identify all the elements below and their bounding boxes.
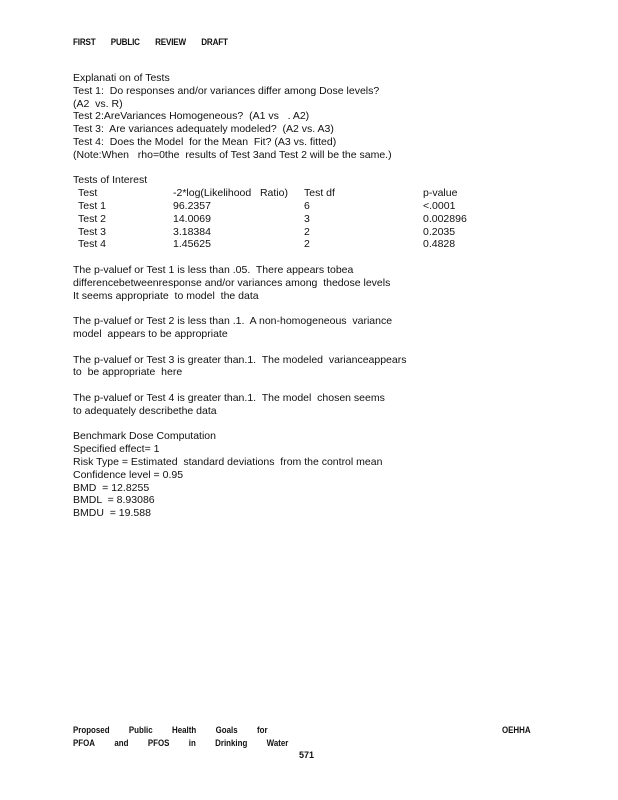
footer-word: PFOA [73, 737, 96, 748]
table-cell: 6 [304, 199, 310, 212]
footer-word: Proposed [73, 725, 110, 735]
table-cell: Test 1 [78, 199, 107, 212]
footer-word: for [256, 725, 268, 735]
tests-of-interest-section [73, 174, 543, 251]
interpretation-paragraph [73, 264, 543, 302]
table-cell: 0.2035 [423, 225, 456, 238]
explanation-line: Test 1: Do responses and/or variances differ among Dose levels? [73, 84, 380, 97]
header-word: DRAFT [201, 37, 228, 48]
table-cell: 3.18384 [173, 225, 211, 238]
table-header-row [73, 187, 543, 200]
table-row [73, 200, 543, 213]
header-word: FIRST [73, 37, 96, 48]
footer-word: in [188, 737, 196, 748]
footer-line-1 [73, 724, 478, 737]
paragraph-line: It seems appropriate to model the data [73, 289, 259, 302]
column-header: Test df [304, 187, 335, 200]
column-header: Test [78, 187, 98, 200]
table-cell: 3 [304, 212, 310, 225]
tests-title: Tests of Interest [73, 174, 148, 187]
explanation-title: Explanati on of Tests [73, 72, 170, 84]
draft-header [73, 37, 243, 48]
paragraph-line: to adequately describethe data [73, 404, 217, 417]
paragraph-line: The p-valuef or Test 1 is less than .05. There appears tobea [73, 263, 354, 276]
footer-org: OEHHA [501, 725, 531, 735]
explanation-line: Test 3: Are variances adequately modeled? (A2 vs. A3) [73, 123, 334, 136]
explanation-line: (A2 vs. R) [73, 97, 123, 110]
page-number: 571 [299, 750, 315, 760]
header-word: REVIEW [155, 37, 186, 48]
footer-word: Goals [215, 725, 238, 735]
benchmark-line: Specified effect= 1 [73, 443, 160, 456]
paragraph-line: differencebetweenresponse and/or variances among thedose levels [73, 276, 391, 289]
table-row [73, 226, 543, 239]
table-cell: 0.002896 [423, 212, 467, 225]
table-cell: 2 [304, 238, 310, 251]
interpretation-paragraph [73, 315, 543, 341]
page-footer [73, 724, 531, 749]
footer-line-2 [73, 737, 478, 750]
interpretation-paragraph [73, 392, 543, 418]
paragraph-line: The p-valuef or Test 2 is less than .1. A non-homogeneous variance [73, 315, 393, 328]
paragraph-line: to be appropriate here [73, 366, 183, 379]
table-cell: 1.45625 [173, 238, 211, 251]
paragraph-line: model appears to be appropriate [73, 327, 228, 340]
table-row [73, 213, 543, 226]
paragraph-line: The p-valuef or Test 3 is greater than.1. The modeled varianceappears [73, 353, 407, 366]
table-cell: 14.0069 [173, 212, 211, 225]
footer-word: Health [172, 725, 197, 735]
document-body [73, 72, 543, 520]
bmdl-value: BMDL = 8.93086 [73, 494, 155, 507]
table-row [73, 238, 543, 251]
table-cell: 96.2357 [173, 199, 211, 212]
footer-word: and [114, 737, 129, 748]
bmd-value: BMD = 12.8255 [73, 481, 150, 494]
interpretation-paragraph [73, 354, 543, 380]
bmdu-value: BMDU = 19.588 [73, 507, 151, 520]
footer-word: Drinking [215, 737, 248, 748]
footer-word: Water [266, 737, 289, 748]
table-cell: Test 4 [78, 238, 107, 251]
table-cell: Test 2 [78, 212, 107, 225]
benchmark-section [73, 430, 543, 520]
table-cell: 2 [304, 225, 310, 238]
table-cell: <.0001 [423, 199, 456, 212]
column-header: -2*log(Likelihood Ratio) [173, 187, 288, 200]
footer-word: PFOS [147, 737, 170, 748]
table-cell: 0.4828 [423, 238, 456, 251]
explanation-line: Test 2:AreVariances Homogeneous? (A1 vs . A2) [73, 110, 310, 123]
benchmark-line: Confidence level = 0.95 [73, 468, 184, 481]
tests-table [73, 187, 543, 251]
paragraph-line: The p-valuef or Test 4 is greater than.1. The model chosen seems [73, 391, 385, 404]
explanation-line: Test 4: Does the Model for the Mean Fit? (A3 vs. fitted) [73, 135, 337, 148]
column-header: p-value [423, 187, 458, 200]
explanation-section [73, 72, 543, 162]
explanation-line: (Note:When rho=0the results of Test 3and Test 2 will be the same.) [73, 148, 392, 161]
benchmark-line: Risk Type = Estimated standard deviations from the control mean [73, 455, 383, 468]
footer-word: Public [128, 725, 153, 735]
header-word: PUBLIC [110, 37, 140, 48]
benchmark-title: Benchmark Dose Computation [73, 430, 216, 443]
table-cell: Test 3 [78, 225, 107, 238]
